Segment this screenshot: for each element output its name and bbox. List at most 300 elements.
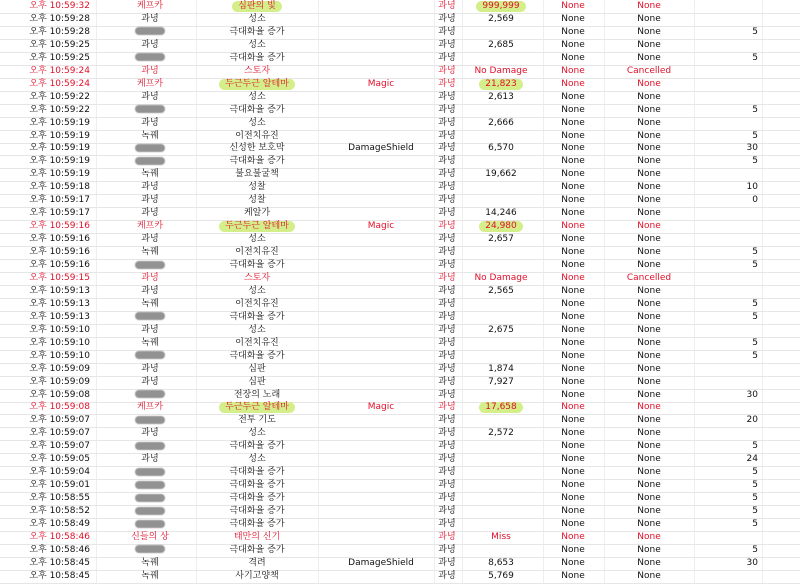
flag-cell	[545, 453, 601, 466]
target-text: 과녕	[438, 324, 456, 335]
redacted-name-blot	[135, 390, 165, 398]
status-cell	[606, 311, 692, 324]
source-text: 과녕	[141, 195, 159, 206]
target-cell	[430, 518, 464, 531]
status-cell	[606, 0, 692, 13]
source-text: 과녕	[141, 117, 159, 128]
table-row[interactable]	[0, 440, 800, 454]
value-cell	[700, 259, 758, 272]
status-text: None	[637, 13, 661, 24]
time-text: 오후 10:59:13	[29, 298, 90, 309]
target-text: 과녕	[438, 544, 456, 555]
table-row[interactable]	[0, 298, 800, 312]
flag-cell	[545, 104, 601, 117]
time-text: 오후 10:59:08	[29, 389, 90, 400]
target-text: 과녕	[438, 117, 456, 128]
target-cell	[430, 13, 464, 26]
value-cell	[700, 324, 758, 337]
value-cell	[700, 350, 758, 363]
flag-cell	[545, 181, 601, 194]
time-cell	[6, 531, 90, 544]
amount-cell	[460, 13, 542, 26]
table-row[interactable]	[0, 0, 800, 14]
table-row[interactable]	[0, 181, 800, 195]
skill-cell	[196, 557, 318, 570]
time-text: 오후 10:58:55	[29, 493, 90, 504]
target-cell	[430, 168, 464, 181]
status-cell	[606, 453, 692, 466]
flag-cell	[545, 272, 601, 285]
source-text: 과녕	[141, 91, 159, 102]
status-text: None	[637, 1, 661, 11]
skill-cell	[196, 168, 318, 181]
time-cell	[6, 350, 90, 363]
type-cell	[326, 91, 436, 104]
type-cell	[326, 363, 436, 376]
status-text: None	[637, 467, 661, 478]
time-text: 오후 10:59:09	[29, 363, 90, 374]
target-cell	[430, 531, 464, 544]
value-text: 5	[752, 544, 758, 555]
skill-text: 성찰	[248, 182, 266, 193]
source-text: 과녕	[141, 363, 159, 374]
amount-cell	[460, 285, 542, 298]
target-text: 과녕	[438, 285, 456, 296]
flag-text: None	[561, 337, 585, 348]
status-text: Cancelled	[626, 65, 672, 76]
type-cell	[326, 220, 436, 233]
amount-text: No Damage	[474, 65, 528, 76]
redacted-name-blot	[135, 351, 165, 359]
table-row[interactable]	[0, 52, 800, 66]
status-cell	[606, 52, 692, 65]
table-row[interactable]	[0, 130, 800, 144]
table-row[interactable]	[0, 194, 800, 208]
table-row[interactable]	[0, 324, 800, 338]
table-row[interactable]	[0, 363, 800, 377]
source-text: 녹꿰	[141, 557, 159, 568]
redacted-name-blot	[135, 105, 165, 113]
flag-text: None	[561, 65, 585, 76]
skill-text: 성소	[248, 13, 266, 24]
time-text: 오후 10:59:08	[29, 402, 90, 413]
amount-text: 14,246	[485, 208, 517, 219]
skill-text: 두근두근 알테마	[219, 79, 295, 90]
time-cell	[6, 427, 90, 440]
table-row[interactable]	[0, 389, 800, 403]
skill-cell	[196, 298, 318, 311]
table-row[interactable]	[0, 91, 800, 105]
table-row[interactable]	[0, 311, 800, 325]
time-cell	[6, 181, 90, 194]
time-text: 오후 10:59:24	[29, 65, 90, 76]
table-row[interactable]	[0, 117, 800, 131]
source-cell	[110, 194, 190, 207]
target-cell	[430, 233, 464, 246]
skill-cell	[196, 233, 318, 246]
amount-cell	[460, 427, 542, 440]
time-cell	[6, 285, 90, 298]
table-row[interactable]	[0, 65, 800, 79]
skill-text: 성소	[248, 91, 266, 102]
status-text: None	[637, 285, 661, 296]
time-cell	[6, 13, 90, 26]
table-row[interactable]	[0, 505, 800, 519]
table-row[interactable]	[0, 207, 800, 221]
source-cell	[110, 168, 190, 181]
table-row[interactable]	[0, 104, 800, 118]
flag-text: None	[561, 117, 585, 128]
value-cell	[700, 0, 758, 13]
flag-cell	[545, 78, 601, 91]
value-text: 5	[752, 337, 758, 348]
status-text: None	[637, 260, 661, 270]
source-cell	[110, 272, 190, 285]
value-cell	[700, 453, 758, 466]
value-text: 10	[746, 182, 758, 193]
type-cell	[326, 130, 436, 143]
source-cell	[110, 531, 190, 544]
time-cell	[6, 298, 90, 311]
skill-cell	[196, 39, 318, 52]
status-text: Cancelled	[626, 272, 672, 283]
source-cell	[110, 181, 190, 194]
target-cell	[430, 570, 464, 583]
table-row[interactable]	[0, 531, 800, 545]
value-cell	[700, 531, 758, 544]
type-cell	[326, 13, 436, 26]
status-cell	[606, 570, 692, 583]
status-cell	[606, 233, 692, 246]
value-text: 24	[746, 454, 758, 465]
flag-cell	[545, 363, 601, 376]
amount-cell	[460, 401, 542, 414]
target-text: 과녕	[438, 208, 456, 219]
skill-cell	[196, 194, 318, 207]
value-cell	[700, 570, 758, 583]
amount-cell	[460, 570, 542, 583]
flag-cell	[545, 142, 601, 155]
time-cell	[6, 0, 90, 13]
flag-cell	[545, 479, 601, 492]
table-row[interactable]	[0, 233, 800, 247]
skill-text: 두근두근 알테마	[219, 221, 295, 232]
table-row[interactable]	[0, 155, 800, 169]
time-text: 오후 10:59:25	[29, 39, 90, 50]
status-text: None	[637, 117, 661, 128]
flag-text: None	[561, 78, 585, 89]
flag-cell	[545, 557, 601, 570]
skill-cell	[196, 466, 318, 479]
type-text: Magic	[367, 78, 395, 89]
amount-text: 2,613	[488, 91, 514, 102]
target-cell	[430, 324, 464, 337]
flag-text: None	[561, 350, 585, 361]
amount-cell	[460, 39, 542, 52]
amount-cell	[460, 52, 542, 65]
source-cell	[110, 142, 190, 155]
table-row[interactable]	[0, 544, 800, 558]
target-cell	[430, 117, 464, 130]
table-row[interactable]	[0, 142, 800, 156]
target-text: 과녕	[438, 389, 456, 400]
table-row[interactable]	[0, 285, 800, 299]
amount-cell	[460, 207, 542, 220]
flag-cell	[545, 427, 601, 440]
table-row[interactable]	[0, 376, 800, 390]
skill-text: 성소	[248, 324, 266, 335]
amount-cell	[460, 259, 542, 272]
skill-cell	[196, 453, 318, 466]
amount-cell	[460, 181, 542, 194]
type-cell	[326, 350, 436, 363]
source-cell	[110, 233, 190, 246]
amount-cell	[460, 311, 542, 324]
source-cell	[110, 39, 190, 52]
flag-text: None	[561, 531, 585, 542]
time-text: 오후 10:58:46	[29, 531, 90, 542]
table-row[interactable]	[0, 13, 800, 27]
table-row[interactable]	[0, 272, 800, 286]
table-row[interactable]	[0, 26, 800, 40]
source-cell	[110, 0, 190, 13]
table-row[interactable]	[0, 427, 800, 441]
flag-cell	[545, 324, 601, 337]
target-text: 과녕	[438, 130, 456, 141]
status-cell	[606, 414, 692, 427]
skill-cell	[196, 324, 318, 337]
type-cell	[326, 440, 436, 453]
value-text: 5	[752, 260, 758, 270]
flag-text: None	[561, 402, 585, 413]
time-text: 오후 10:59:07	[29, 415, 90, 426]
table-row[interactable]	[0, 246, 800, 260]
amount-cell	[460, 117, 542, 130]
flag-text: None	[561, 52, 585, 63]
time-cell	[6, 479, 90, 492]
time-cell	[6, 259, 90, 272]
time-cell	[6, 376, 90, 389]
value-cell	[700, 427, 758, 440]
flag-cell	[545, 414, 601, 427]
value-text: 5	[752, 247, 758, 258]
time-text: 오후 10:59:22	[29, 91, 90, 102]
source-cell	[110, 298, 190, 311]
status-cell	[606, 91, 692, 104]
source-cell	[110, 466, 190, 479]
table-row[interactable]	[0, 453, 800, 467]
status-cell	[606, 13, 692, 26]
status-cell	[606, 142, 692, 155]
flag-cell	[545, 194, 601, 207]
source-text: 과녕	[141, 376, 159, 387]
flag-text: None	[561, 493, 585, 504]
time-cell	[6, 142, 90, 155]
skill-cell	[196, 65, 318, 78]
time-cell	[6, 65, 90, 78]
source-cell	[110, 13, 190, 26]
skill-text: 심판	[248, 363, 266, 374]
type-cell	[326, 376, 436, 389]
target-cell	[430, 311, 464, 324]
type-cell	[326, 324, 436, 337]
status-cell	[606, 401, 692, 414]
flag-text: None	[561, 169, 585, 180]
status-text: None	[637, 376, 661, 387]
time-cell	[6, 311, 90, 324]
flag-cell	[545, 26, 601, 39]
time-cell	[6, 207, 90, 220]
flag-text: None	[561, 519, 585, 529]
value-text: 5	[752, 311, 758, 322]
time-cell	[6, 518, 90, 531]
skill-cell	[196, 311, 318, 324]
source-cell	[110, 104, 190, 117]
flag-text: None	[561, 247, 585, 258]
target-text: 과녕	[438, 156, 456, 167]
amount-cell	[460, 26, 542, 39]
target-text: 과녕	[438, 557, 456, 568]
table-row[interactable]	[0, 39, 800, 53]
source-text: 과녕	[141, 234, 159, 245]
target-cell	[430, 427, 464, 440]
value-text: 5	[752, 350, 758, 361]
type-cell	[326, 0, 436, 13]
amount-cell	[460, 492, 542, 505]
status-cell	[606, 104, 692, 117]
status-text: None	[637, 26, 661, 37]
value-cell	[700, 544, 758, 557]
table-row[interactable]	[0, 570, 800, 584]
amount-cell	[460, 440, 542, 453]
status-text: None	[637, 91, 661, 102]
amount-cell	[460, 298, 542, 311]
value-cell	[700, 518, 758, 531]
value-cell	[700, 389, 758, 402]
value-cell	[700, 104, 758, 117]
flag-text: None	[561, 311, 585, 322]
status-text: None	[637, 221, 661, 232]
type-text: DamageShield	[348, 557, 414, 568]
value-cell	[700, 78, 758, 91]
target-cell	[430, 246, 464, 259]
table-row[interactable]	[0, 518, 800, 532]
table-row[interactable]	[0, 220, 800, 234]
status-cell	[606, 155, 692, 168]
table-row[interactable]	[0, 466, 800, 480]
source-text: 과녕	[141, 182, 159, 193]
table-row[interactable]	[0, 350, 800, 364]
type-cell	[326, 570, 436, 583]
type-cell	[326, 52, 436, 65]
amount-text: 8,653	[488, 557, 514, 568]
status-cell	[606, 181, 692, 194]
skill-text: 성찰	[248, 195, 266, 206]
skill-text: 극대화율 증가	[229, 156, 285, 167]
target-cell	[430, 52, 464, 65]
status-text: None	[637, 389, 661, 400]
table-row[interactable]	[0, 492, 800, 506]
table-row[interactable]	[0, 259, 800, 273]
time-text: 오후 10:59:28	[29, 26, 90, 37]
source-text: 녹꿰	[141, 337, 159, 348]
status-text: None	[637, 104, 661, 115]
skill-text: 극대화율 증가	[229, 480, 285, 491]
target-text: 과녕	[438, 454, 456, 465]
value-cell	[700, 39, 758, 52]
amount-cell	[460, 518, 542, 531]
table-row[interactable]	[0, 337, 800, 351]
skill-cell	[196, 389, 318, 402]
status-text: None	[637, 493, 661, 504]
flag-cell	[545, 246, 601, 259]
value-text: 0	[752, 195, 758, 206]
table-row[interactable]	[0, 168, 800, 182]
target-text: 과녕	[438, 428, 456, 439]
value-cell	[700, 363, 758, 376]
value-cell	[700, 117, 758, 130]
status-text: None	[637, 415, 661, 426]
time-text: 오후 10:59:25	[29, 52, 90, 63]
target-text: 과녕	[438, 247, 456, 258]
status-cell	[606, 194, 692, 207]
target-text: 과녕	[438, 104, 456, 115]
table-row[interactable]	[0, 401, 800, 415]
value-cell	[700, 130, 758, 143]
status-text: None	[637, 363, 661, 374]
skill-text: 극대화율 증가	[229, 311, 285, 322]
source-cell	[110, 505, 190, 518]
status-text: None	[637, 182, 661, 193]
status-cell	[606, 505, 692, 518]
value-cell	[700, 557, 758, 570]
amount-cell	[460, 142, 542, 155]
table-row[interactable]	[0, 557, 800, 571]
amount-cell	[460, 194, 542, 207]
amount-cell	[460, 104, 542, 117]
value-cell	[700, 414, 758, 427]
value-cell	[700, 466, 758, 479]
skill-text: 심판	[248, 376, 266, 387]
flag-text: None	[561, 260, 585, 270]
flag-cell	[545, 518, 601, 531]
amount-text: No Damage	[474, 272, 528, 283]
table-row[interactable]	[0, 78, 800, 92]
status-text: None	[637, 169, 661, 180]
amount-cell	[460, 168, 542, 181]
type-cell	[326, 427, 436, 440]
source-cell	[110, 311, 190, 324]
time-cell	[6, 337, 90, 350]
value-cell	[700, 272, 758, 285]
value-cell	[700, 479, 758, 492]
value-cell	[700, 233, 758, 246]
target-cell	[430, 440, 464, 453]
skill-cell	[196, 376, 318, 389]
skill-text: 극대화율 증가	[229, 260, 285, 270]
skill-text: 성소	[248, 428, 266, 439]
time-text: 오후 10:59:28	[29, 13, 90, 24]
target-cell	[430, 26, 464, 39]
source-text: 케프카	[136, 78, 164, 89]
table-row[interactable]	[0, 479, 800, 493]
skill-cell	[196, 246, 318, 259]
status-cell	[606, 350, 692, 363]
flag-cell	[545, 440, 601, 453]
target-cell	[430, 272, 464, 285]
table-row[interactable]	[0, 414, 800, 428]
value-text: 5	[752, 156, 758, 167]
